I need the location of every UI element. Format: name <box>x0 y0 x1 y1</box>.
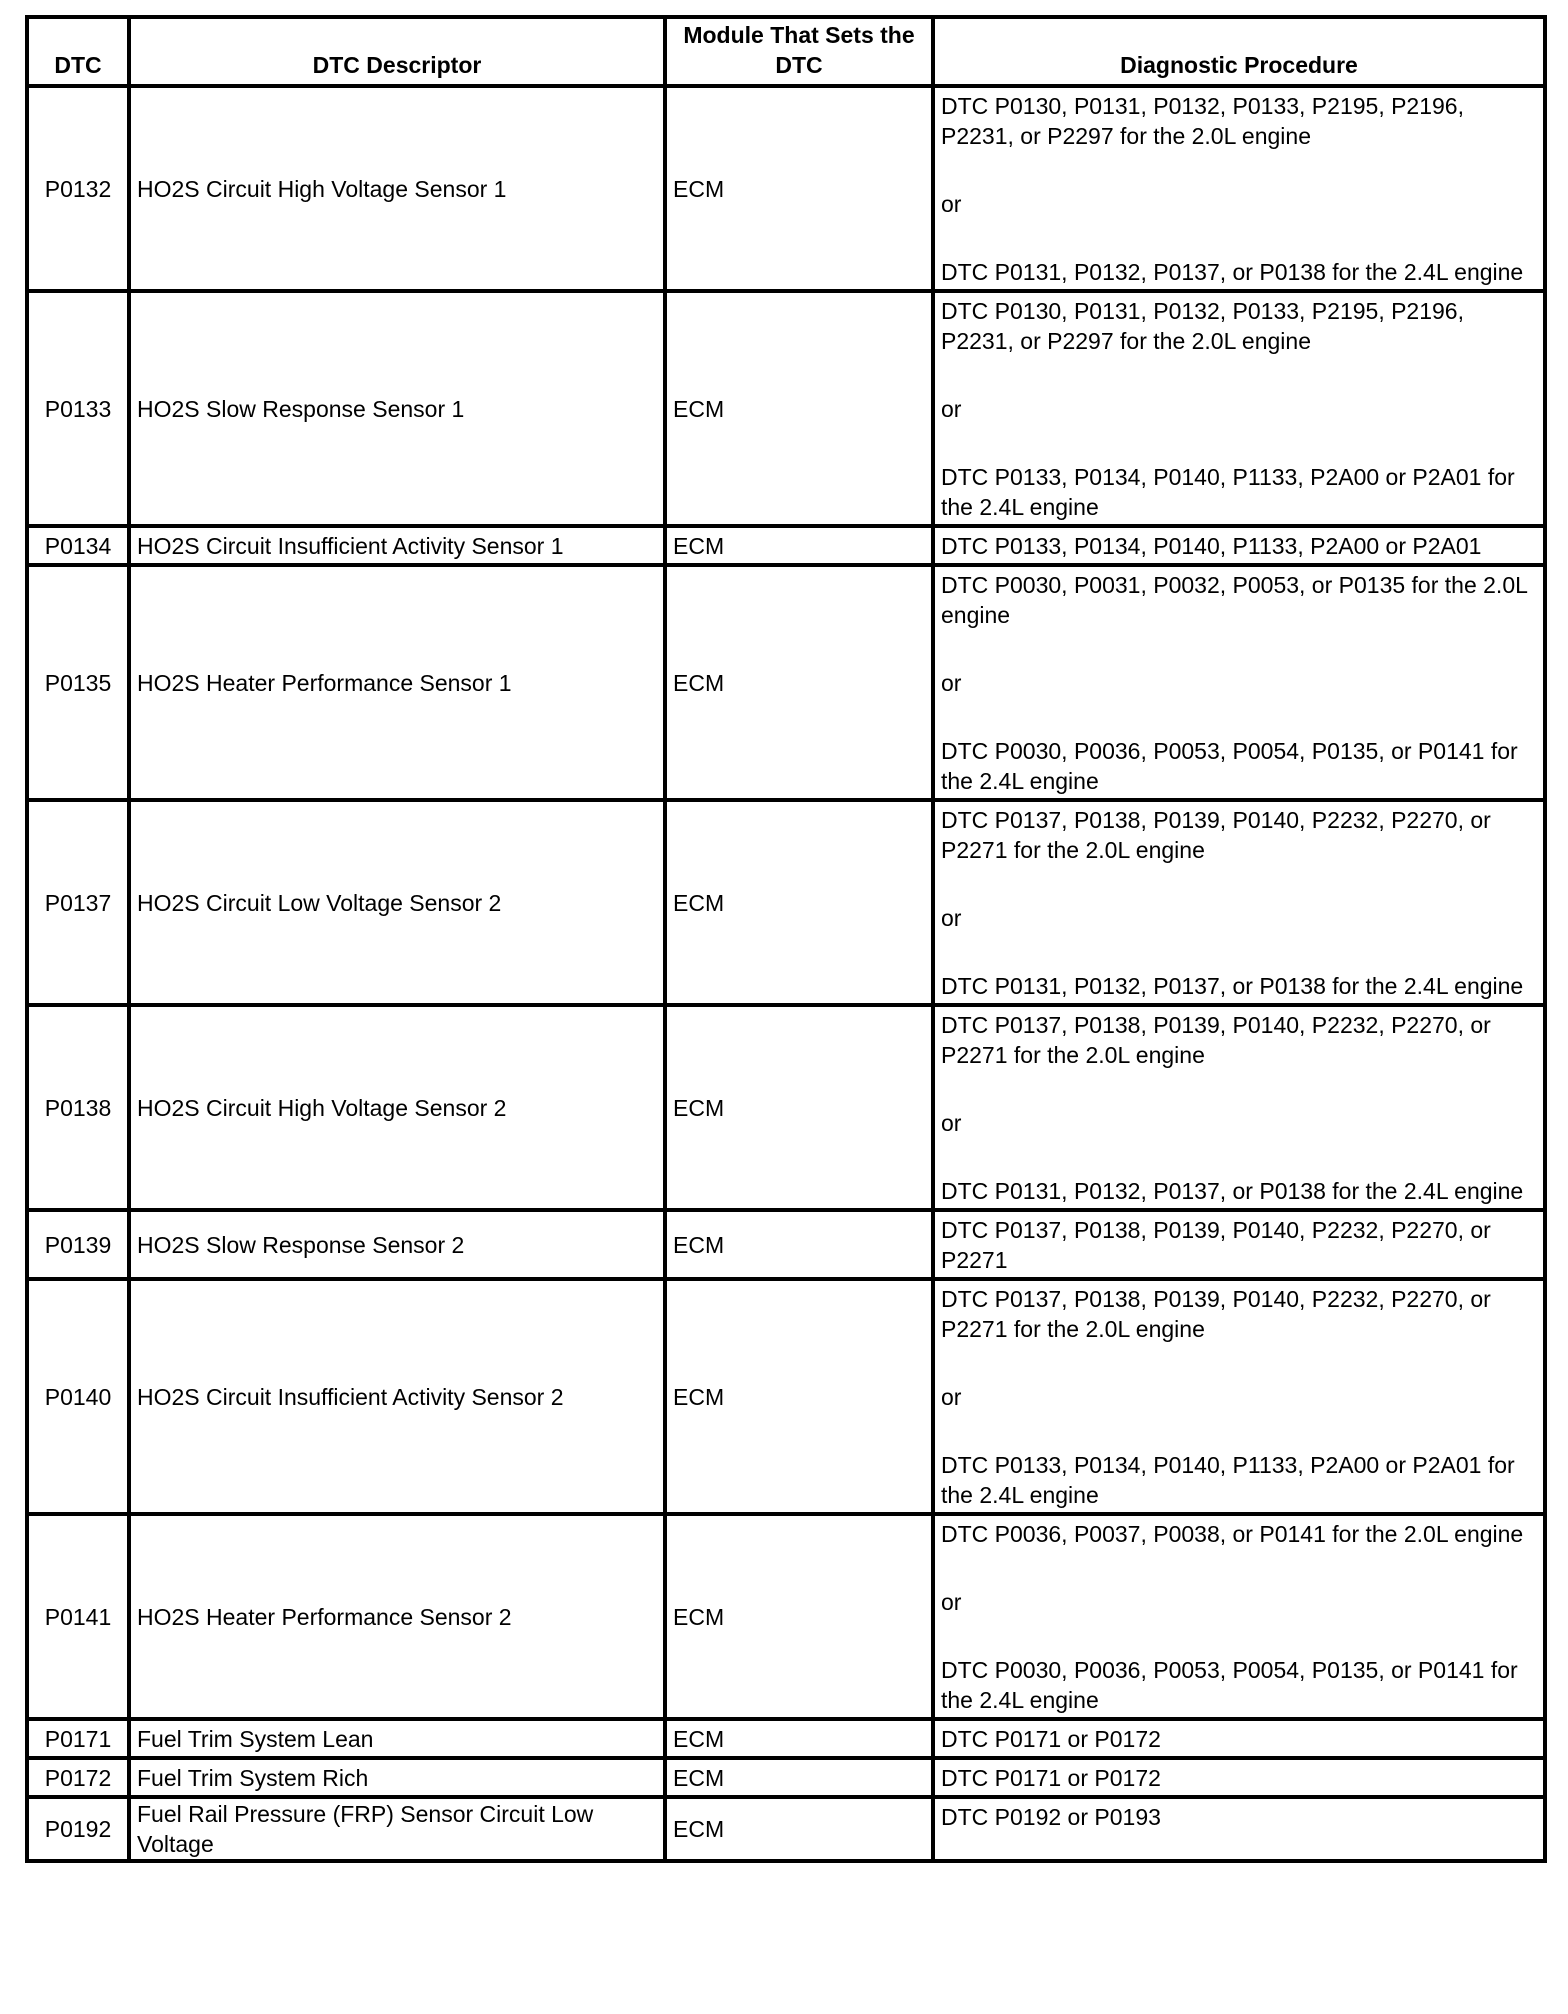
procedure-2-4l: DTC P0131, P0132, P0137, or P0138 for the 2.4L engine <box>941 259 1524 285</box>
procedure-2-4l: DTC P0131, P0132, P0137, or P0138 for the 2.4L engine <box>941 973 1524 999</box>
table-row <box>27 1005 1545 1210</box>
dtc-descriptor: HO2S Circuit Insufficient Activity Sensor 2 <box>129 1279 665 1514</box>
dtc-descriptor: HO2S Circuit Low Voltage Sensor 2 <box>129 800 665 1005</box>
procedure-2-4l: DTC P0133, P0134, P0140, P1133, P2A00 or P2A01 for the 2.4L engine <box>941 1452 1515 1508</box>
table-row <box>27 1514 1545 1719</box>
header-dtc: DTC <box>27 17 129 86</box>
table-row <box>27 800 1545 1005</box>
diagnostic-procedure <box>933 565 1545 800</box>
diagnostic-procedure: DTC P0171 or P0172 <box>933 1758 1545 1797</box>
diagnostic-procedure <box>933 1005 1545 1210</box>
module: ECM <box>665 1210 933 1279</box>
procedure-or: or <box>941 905 962 931</box>
dtc-descriptor: HO2S Heater Performance Sensor 1 <box>129 565 665 800</box>
dtc-descriptor: Fuel Trim System Rich <box>129 1758 665 1797</box>
dtc-code: P0134 <box>27 526 129 565</box>
table-row <box>27 1210 1545 1279</box>
dtc-table <box>25 15 1547 1863</box>
table-row <box>27 565 1545 800</box>
dtc-code: P0139 <box>27 1210 129 1279</box>
dtc-code: P0171 <box>27 1719 129 1758</box>
procedure-2-0l: DTC P0036, P0037, P0038, or P0141 for the 2.0L engine <box>941 1521 1524 1547</box>
procedure-or: or <box>941 396 962 422</box>
module: ECM <box>665 1279 933 1514</box>
dtc-code: P0135 <box>27 565 129 800</box>
dtc-code: P0138 <box>27 1005 129 1210</box>
table-row <box>27 1797 1545 1861</box>
header-row <box>27 17 1545 86</box>
dtc-descriptor: HO2S Circuit High Voltage Sensor 2 <box>129 1005 665 1210</box>
diagnostic-procedure <box>933 86 1545 291</box>
diagnostic-procedure <box>933 291 1545 526</box>
dtc-descriptor: HO2S Circuit Insufficient Activity Sensor 1 <box>129 526 665 565</box>
dtc-code: P0140 <box>27 1279 129 1514</box>
header-procedure: Diagnostic Procedure <box>933 17 1545 86</box>
module: ECM <box>665 526 933 565</box>
procedure-or: or <box>941 1110 962 1136</box>
dtc-code: P0132 <box>27 86 129 291</box>
module: ECM <box>665 800 933 1005</box>
diagnostic-procedure: DTC P0137, P0138, P0139, P0140, P2232, P2270, or P2271 <box>933 1210 1545 1279</box>
module: ECM <box>665 1514 933 1719</box>
procedure-2-4l: DTC P0133, P0134, P0140, P1133, P2A00 or P2A01 for the 2.4L engine <box>941 464 1515 520</box>
module: ECM <box>665 1758 933 1797</box>
procedure-2-0l: DTC P0137, P0138, P0139, P0140, P2232, P2270, or P2271 for the 2.0L engine <box>941 1012 1491 1068</box>
header-descriptor: DTC Descriptor <box>129 17 665 86</box>
diagnostic-procedure: DTC P0171 or P0172 <box>933 1719 1545 1758</box>
table-row <box>27 291 1545 526</box>
dtc-code: P0137 <box>27 800 129 1005</box>
procedure-2-0l: DTC P0130, P0131, P0132, P0133, P2195, P2196, P2231, or P2297 for the 2.0L engine <box>941 93 1464 149</box>
table-row <box>27 1758 1545 1797</box>
table-row <box>27 526 1545 565</box>
dtc-descriptor: HO2S Heater Performance Sensor 2 <box>129 1514 665 1719</box>
procedure-or: or <box>941 1589 962 1615</box>
diagnostic-procedure <box>933 800 1545 1005</box>
module: ECM <box>665 86 933 291</box>
module: ECM <box>665 565 933 800</box>
module: ECM <box>665 291 933 526</box>
dtc-code: P0141 <box>27 1514 129 1719</box>
dtc-descriptor: HO2S Slow Response Sensor 2 <box>129 1210 665 1279</box>
dtc-descriptor: Fuel Trim System Lean <box>129 1719 665 1758</box>
procedure-2-4l: DTC P0030, P0036, P0053, P0054, P0135, or P0141 for the 2.4L engine <box>941 738 1518 794</box>
table-row <box>27 86 1545 291</box>
diagnostic-procedure: DTC P0192 or P0193 <box>933 1797 1545 1861</box>
diagnostic-procedure <box>933 1514 1545 1719</box>
dtc-code: P0192 <box>27 1797 129 1861</box>
procedure-2-0l: DTC P0030, P0031, P0032, P0053, or P0135 for the 2.0L engine <box>941 572 1528 628</box>
procedure-2-4l: DTC P0131, P0132, P0137, or P0138 for the 2.4L engine <box>941 1178 1524 1204</box>
dtc-code: P0172 <box>27 1758 129 1797</box>
module: ECM <box>665 1797 933 1861</box>
procedure-2-4l: DTC P0030, P0036, P0053, P0054, P0135, or P0141 for the 2.4L engine <box>941 1657 1518 1713</box>
table-row <box>27 1279 1545 1514</box>
procedure-2-0l: DTC P0137, P0138, P0139, P0140, P2232, P2270, or P2271 for the 2.0L engine <box>941 1286 1491 1342</box>
procedure-or: or <box>941 1384 962 1410</box>
dtc-code: P0133 <box>27 291 129 526</box>
procedure-2-0l: DTC P0137, P0138, P0139, P0140, P2232, P2270, or P2271 for the 2.0L engine <box>941 807 1491 863</box>
header-module: Module That Sets the DTC <box>665 17 933 86</box>
dtc-descriptor: Fuel Rail Pressure (FRP) Sensor Circuit Low Voltage <box>129 1797 665 1861</box>
dtc-descriptor: HO2S Circuit High Voltage Sensor 1 <box>129 86 665 291</box>
procedure-2-0l: DTC P0130, P0131, P0132, P0133, P2195, P2196, P2231, or P2297 for the 2.0L engine <box>941 298 1464 354</box>
diagnostic-procedure: DTC P0133, P0134, P0140, P1133, P2A00 or P2A01 <box>933 526 1545 565</box>
procedure-or: or <box>941 670 962 696</box>
module: ECM <box>665 1719 933 1758</box>
dtc-descriptor: HO2S Slow Response Sensor 1 <box>129 291 665 526</box>
diagnostic-procedure <box>933 1279 1545 1514</box>
table-row <box>27 1719 1545 1758</box>
procedure-or: or <box>941 191 962 217</box>
module: ECM <box>665 1005 933 1210</box>
